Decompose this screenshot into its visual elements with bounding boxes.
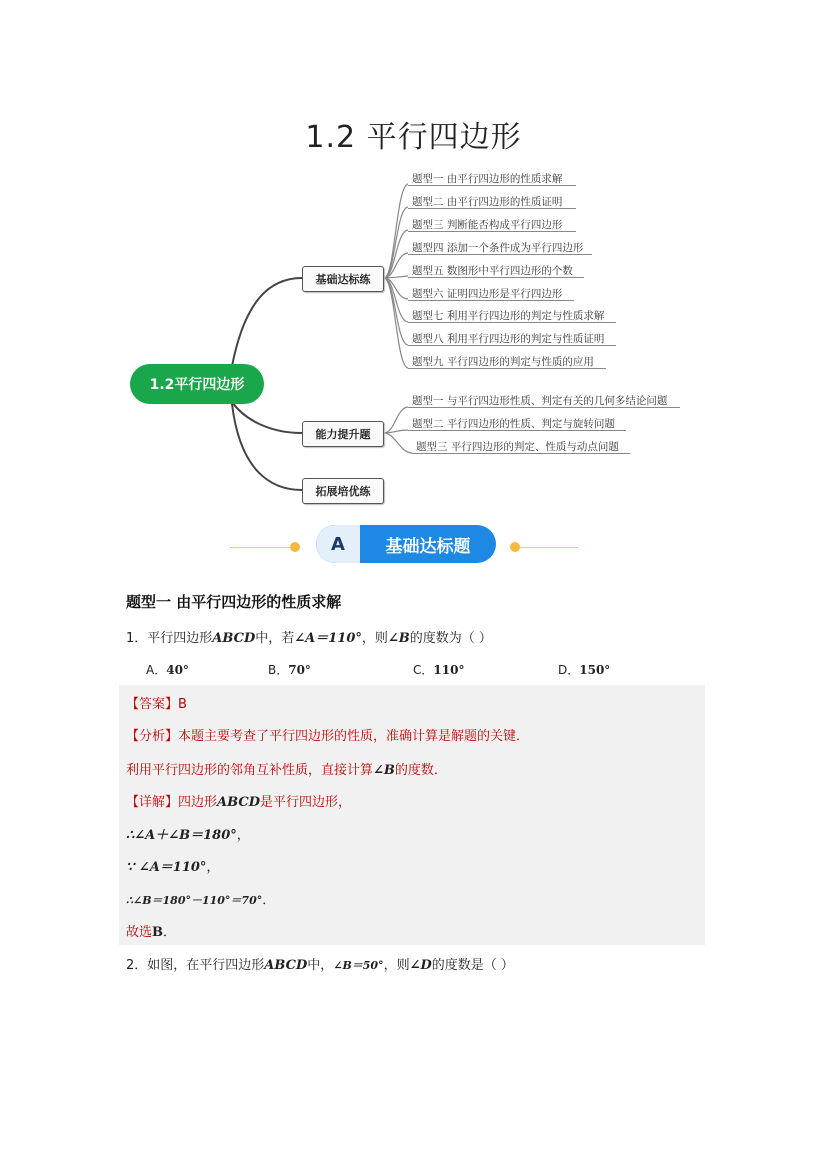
analysis-line: 【分析】本题主要考查了平行四边形的性质，准确计算是解题的关键． (126, 729, 530, 744)
detail-line: 【详解】四边形ABCD是平行四边形， (126, 795, 351, 810)
step-3: ∴∠B＝180°－110°＝70°． (126, 893, 276, 908)
question-1: 1．平行四边形ABCD中，若∠A＝110°，则∠B的度数为（ ） (126, 631, 492, 646)
section-dot-left (290, 542, 300, 552)
mindmap-leaf: 题型一 与平行四边形性质、判定有关的几何多结论问题 (412, 395, 668, 407)
option-c: C．110° (413, 663, 465, 677)
mindmap-leaf: 题型八 利用平行四边形的判定与性质证明 (412, 333, 605, 345)
mindmap-leaf: 题型九 平行四边形的判定与性质的应用 (412, 356, 594, 368)
connector-root-basic (232, 278, 302, 366)
mindmap-leaf: 题型七 利用平行四边形的判定与性质求解 (412, 310, 605, 322)
mindmap-leaf: 题型六 证明四边形是平行四边形 (412, 288, 563, 300)
page-title: 1.2 平行四边形 (305, 120, 522, 155)
mindmap-leaf: 题型四 添加一个条件成为平行四边形 (412, 242, 584, 254)
choose-line: 故选B． (126, 925, 177, 940)
question-2: 2．如图，在平行四边形ABCD中，∠B＝50°，则∠D的度数是（ ） (126, 958, 514, 973)
option-a: A．40° (146, 663, 189, 677)
connector-root-extend (232, 404, 302, 490)
mindmap-leaf: 题型二 平行四边形的性质、判定与旋转问题 (412, 418, 615, 430)
section-rule-right (520, 547, 578, 548)
mindmap-branch-extend: 拓展培优练 (302, 478, 384, 504)
mindmap-branch-ability: 能力提升题 (302, 421, 384, 447)
question-type-heading: 题型一 由平行四边形的性质求解 (126, 593, 342, 611)
section-rule-left (230, 547, 292, 548)
mindmap-leaf: 题型二 由平行四边形的性质证明 (412, 196, 563, 208)
mindmap-branch-basic: 基础达标练 (302, 266, 384, 292)
mindmap-leaf: 题型三 平行四边形的判定、性质与动点问题 (416, 441, 619, 453)
mindmap-root: 1.2平行四边形 (130, 364, 264, 404)
section-banner (316, 525, 496, 563)
analysis-line-2: 利用平行四边形的邻角互补性质，直接计算∠B的度数． (126, 763, 447, 778)
section-label: 基础达标题 (385, 536, 471, 557)
mindmap-leaf: 题型三 判断能否构成平行四边形 (412, 219, 563, 231)
mindmap-leaf: 题型五 数图形中平行四边形的个数 (412, 265, 573, 277)
option-d: D．150° (558, 663, 611, 677)
mindmap-leaf: 题型一 由平行四边形的性质求解 (412, 173, 563, 185)
connector-root-ability (232, 402, 302, 433)
step-2: ∵ ∠A＝110°， (126, 860, 220, 875)
section-letter: A (316, 525, 360, 563)
answer-line: 【答案】B (126, 697, 187, 712)
mindmap-connectors (0, 0, 827, 560)
section-dot-right (510, 542, 520, 552)
step-1: ∴∠A＋∠B＝180°， (126, 828, 250, 843)
option-b: B．70° (268, 663, 311, 677)
